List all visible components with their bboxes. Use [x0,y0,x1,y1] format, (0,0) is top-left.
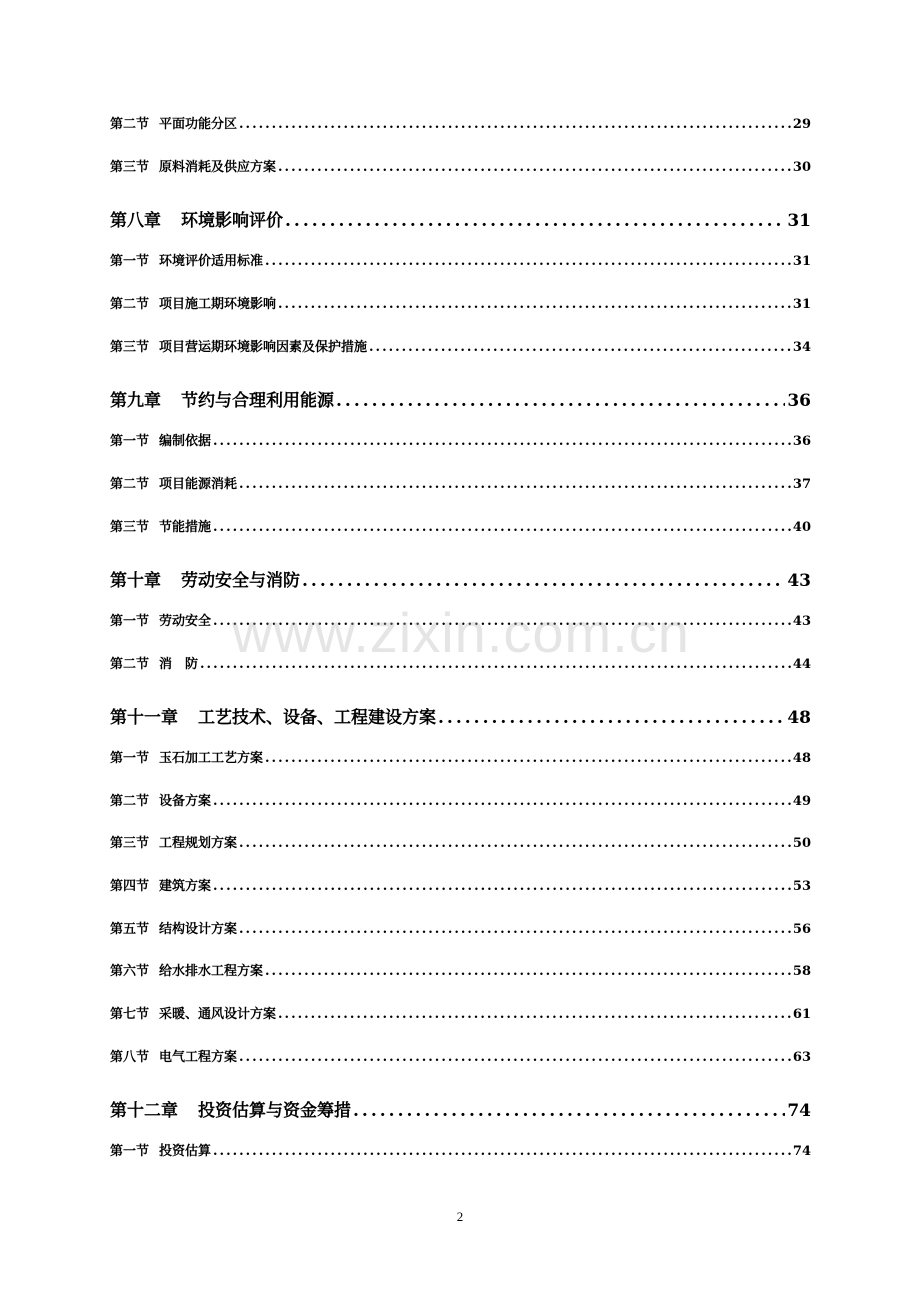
toc-entry-title: 电气工程方案 [159,1050,238,1065]
toc-section-entry [110,1046,811,1064]
dot-leader [353,1101,785,1121]
toc-entry-number: 第三节 [110,520,150,535]
toc-entry-number: 第七节 [110,1007,150,1022]
toc-entry-title: 劳动安全 [159,614,212,629]
toc-entry-page: 50 [792,836,811,851]
toc-entry-number: 第五节 [110,922,150,937]
toc-entry-number: 第一节 [110,751,150,766]
dot-leader [239,1050,791,1065]
toc-section-entry [110,430,811,448]
toc-section-entry [110,156,811,174]
toc-entry-page: 31 [792,297,811,312]
toc-entry-title: 玉石加工工艺方案 [159,751,264,766]
toc-section-entry [110,516,811,534]
toc-entry-title: 投资估算与资金筹措 [198,1101,351,1121]
toc-entry-title: 采暖、通风设计方案 [159,1007,277,1022]
toc-entry-page: 48 [792,751,811,766]
toc-section-entry [110,250,811,268]
dot-leader [213,879,791,894]
toc-entry-page: 53 [792,879,811,894]
toc-entry-number: 第八节 [110,1050,150,1065]
toc-entry-title: 结构设计方案 [159,922,238,937]
toc-entry-number: 第一节 [110,614,150,629]
dot-leader [213,614,791,629]
toc-entry-page: 48 [787,708,811,728]
toc-entry-number: 第十二章 [110,1101,178,1121]
toc-entry-title: 投资估算 [159,1144,212,1159]
toc-entry-number: 第三节 [110,160,150,175]
dot-leader [239,922,791,937]
toc-entry-number: 第一节 [110,1144,150,1159]
toc-entry-page: 44 [792,657,811,672]
toc-section-entry [110,610,811,628]
toc-entry-number: 第六节 [110,964,150,979]
toc-entry-title: 工艺技术、设备、工程建设方案 [198,708,436,728]
dot-leader [302,571,785,591]
toc-entry-title: 项目能源消耗 [159,477,238,492]
dot-leader [369,340,791,355]
toc-section-entry [110,113,811,131]
toc-entry-page: 31 [787,211,811,231]
dot-leader [239,836,791,851]
toc-entry-title: 给水排水工程方案 [159,964,264,979]
dot-leader [200,657,791,672]
toc-entry-title: 平面功能分区 [159,117,238,132]
toc-chapter-entry [110,1096,811,1120]
toc-entry-number: 第二节 [110,477,150,492]
toc-entry-page: 61 [792,1007,811,1022]
toc-section-entry [110,336,811,354]
toc-section-entry [110,875,811,893]
toc-entry-title: 环境评价适用标准 [159,254,264,269]
toc-section-entry [110,473,811,491]
dot-leader [213,1144,791,1159]
toc-entry-page: 58 [792,964,811,979]
toc-entry-number: 第一节 [110,254,150,269]
toc-chapter-entry [110,703,811,727]
toc-entry-page: 30 [792,160,811,175]
dot-leader [336,391,785,411]
dot-leader [278,297,791,312]
toc-section-entry [110,832,811,850]
page-number: 2 [456,1209,464,1224]
dot-leader [278,1007,791,1022]
toc-entry-number: 第四节 [110,879,150,894]
toc-section-entry [110,653,811,671]
toc-entry-page: 43 [787,571,811,591]
toc-entry-number: 第二节 [110,297,150,312]
dot-leader [265,751,791,766]
toc-entry-number: 第十一章 [110,708,178,728]
toc-section-entry [110,918,811,936]
toc-entry-number: 第二节 [110,117,150,132]
toc-entry-number: 第二节 [110,657,150,672]
dot-leader [438,708,785,728]
dot-leader [278,160,791,175]
toc-entry-page: 43 [792,614,811,629]
toc-entry-page: 36 [792,434,811,449]
dot-leader [265,254,791,269]
toc-entry-title: 编制依据 [159,434,212,449]
toc-entry-page: 56 [792,922,811,937]
toc-section-entry [110,960,811,978]
dot-leader [239,117,791,132]
toc-chapter-entry [110,566,811,590]
toc-entry-title: 环境影响评价 [181,211,283,231]
toc-section-entry [110,790,811,808]
toc-section-entry [110,1003,811,1021]
toc-entry-page: 40 [792,520,811,535]
watermark: www.zixin.com.cn [232,601,690,664]
toc-entry-title: 消 防 [159,657,199,672]
toc-entry-number: 第三节 [110,340,150,355]
toc-entry-page: 63 [792,1050,811,1065]
dot-leader [213,434,791,449]
toc-entry-page: 36 [787,391,811,411]
toc-entry-title: 节能措施 [159,520,212,535]
toc-entry-number: 第一节 [110,434,150,449]
toc-entry-number: 第九章 [110,391,161,411]
toc-entry-title: 设备方案 [159,794,212,809]
toc-entry-page: 34 [792,340,811,355]
toc-entry-title: 原料消耗及供应方案 [159,160,277,175]
dot-leader [213,520,791,535]
dot-leader [213,794,791,809]
dot-leader [265,964,791,979]
toc-entry-page: 31 [792,254,811,269]
toc-section-entry [110,293,811,311]
toc-chapter-entry [110,206,811,230]
toc-entry-page: 74 [792,1144,811,1159]
toc-entry-number: 第二节 [110,794,150,809]
toc-entry-title: 项目营运期环境影响因素及保护措施 [159,340,368,355]
toc-entry-title: 项目施工期环境影响 [159,297,277,312]
toc-entry-title: 工程规划方案 [159,836,238,851]
toc-entry-title: 节约与合理利用能源 [181,391,334,411]
toc-entry-title: 建筑方案 [159,879,212,894]
dot-leader [285,211,785,231]
toc-section-entry [110,1140,811,1158]
toc-entry-title: 劳动安全与消防 [181,571,300,591]
toc-entry-page: 37 [792,477,811,492]
toc-entry-page: 49 [792,794,811,809]
toc-entry-page: 29 [792,117,811,132]
toc-section-entry [110,747,811,765]
toc-entry-number: 第三节 [110,836,150,851]
toc-chapter-entry [110,386,811,410]
dot-leader [239,477,791,492]
toc-entry-number: 第八章 [110,211,161,231]
toc-entry-number: 第十章 [110,571,161,591]
toc-entry-page: 74 [787,1101,811,1121]
